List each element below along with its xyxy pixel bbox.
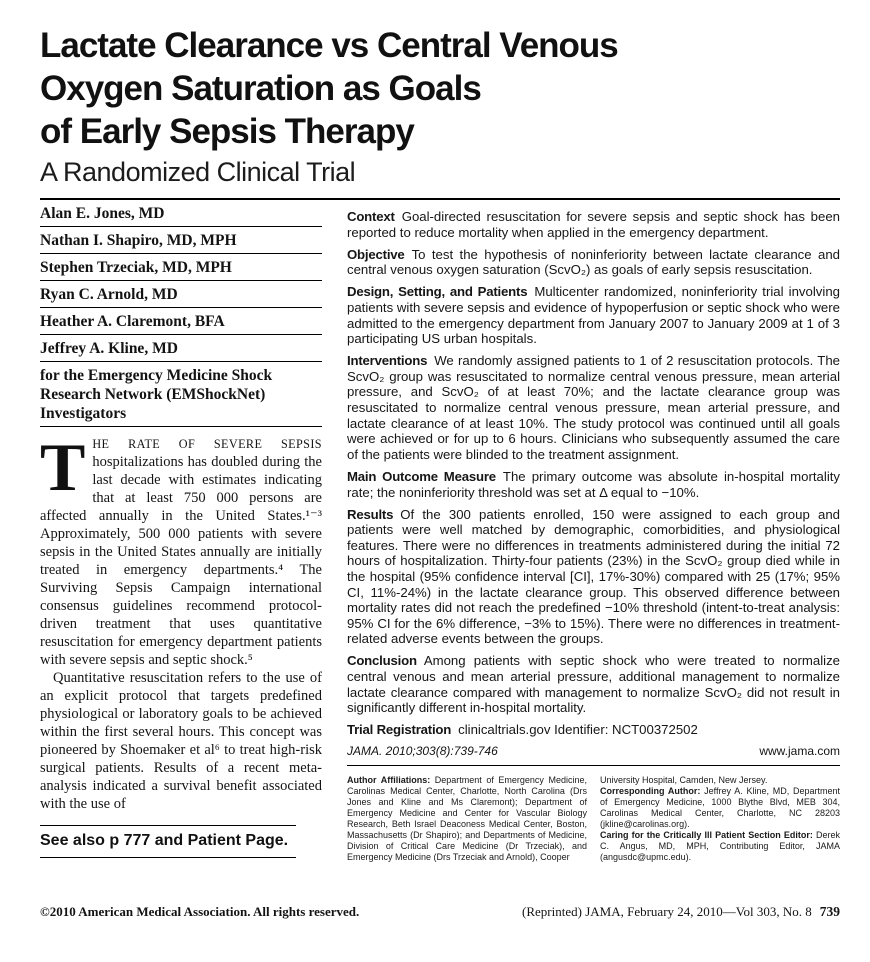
trial-registration-identifier: clinicaltrials.gov Identifier: NCT00372502: [458, 722, 698, 738]
abstract-label: Results: [347, 506, 394, 522]
abstract-label: Objective: [347, 246, 405, 262]
journal-website-link: www.jama.com: [759, 744, 840, 759]
journal-citation: JAMA. 2010;303(8):739-746: [347, 744, 498, 759]
corresponding-author: [600, 786, 840, 830]
page-subtitle: A Randomized Clinical Trial: [40, 157, 356, 187]
intro-paragraph-1: [40, 429, 322, 669]
abstract-label: Main Outcome Measure: [347, 468, 496, 484]
section-editor-text: Derek C. Angus, MD, MPH, Contributing Editor, JAMA (angusdc@upmc.edu).: [600, 830, 840, 863]
author-name: Ryan C. Arnold, MD: [40, 281, 322, 308]
see-also-box: See also p 777 and Patient Page.: [40, 825, 296, 858]
page-footer: [40, 904, 840, 920]
drop-cap: T: [40, 429, 86, 505]
affiliations-footnotes: [347, 775, 840, 863]
affiliations-column-2: [600, 775, 840, 863]
small-caps-lead: HE RATE OF SEVERE SEPSIS: [92, 437, 322, 451]
abstract-section-conclusion: [347, 653, 840, 715]
abstract-section-design: [347, 284, 840, 346]
affiliations-label: Author Affiliations:: [347, 775, 431, 786]
corresponding-author-text: Jeffrey A. Kline, MD, Department of Emergency Medicine, 1000 Blythe Blvd, MEB 304, Carolinas Medical Center, Charlotte, NC 28203 (jkline@carolinas.org).: [600, 786, 841, 830]
affiliations-text: Department of Emergency Medicine, Carolinas Medical Center, Charlotte, North Carolina (Drs Jones and Kline and Ms Claremont); Department of Emergency Medicine and Center for Vascular Biology Research, Beth Israel Deaconess Medical Center, Boston, Massachusetts (Dr Shapiro); and Departments of Medicine, Division of Critical Care Medicine (Dr Trzeciak), and Emergency Medicine (Drs Trzeciak and Arnold), Cooper: [347, 775, 587, 863]
abstract-label: Conclusion: [347, 653, 417, 669]
abstract-section-objective: [347, 247, 840, 278]
citation-row: [347, 744, 840, 766]
abstract-text: Multicenter randomized, noninferiority trial involving patients with severe sepsis and evidence of hypoperfusion or septic shock who were admitted to the emergency department from January 2007 to January 2009 at 1 of 3 participating US urban hospitals.: [347, 284, 840, 347]
introduction-text: [40, 429, 322, 813]
intro-paragraph-1-text: hospitalizations has doubled during the last decade with estimates indicating that at least 750 000 persons are affected annually in the United States.¹⁻³ Approximately, 500 000 patients with severe sepsis in the United States annually are initially treated in emergency departments.⁴ The Surviving Sepsis Campaign international consensus guidelines recommend protocol-driven treatment that uses quantitative resuscitation for emergency department patients with severe sepsis and septic shock.⁵: [40, 454, 322, 668]
intro-paragraph-2: Quantitative resuscitation refers to the use of an explicit protocol that targets predefined physiological or laboratory goals to be achieved within the first several hours. This concept was pioneered by Shoemaker et al⁶ to treat high-risk surgical patients. Results of a recent meta-analysis indicated a survival benefit associated with the use of: [40, 670, 322, 812]
abstract-label: Design, Setting, and Patients: [347, 284, 528, 300]
abstract-label: Trial Registration: [347, 722, 452, 738]
author-name: Jeffrey A. Kline, MD: [40, 335, 322, 362]
left-column: [40, 200, 322, 863]
page-title-line-3: of Early Sepsis Therapy: [40, 112, 414, 151]
abstract-section-interventions: [347, 353, 840, 462]
abstract-section-trial-registration: [347, 722, 840, 738]
reprint-info: [522, 904, 840, 920]
affiliations-column-1: [347, 775, 587, 863]
abstract-section-context: [347, 209, 840, 240]
masthead: [40, 24, 840, 189]
two-column-layout: [40, 200, 840, 863]
section-editor-label: Caring for the Critically Ill Patient Section Editor:: [600, 830, 813, 841]
page-number: 739: [819, 904, 840, 919]
affiliations-continuation: University Hospital, Camden, New Jersey.: [600, 775, 768, 786]
author-affiliations: [347, 775, 587, 863]
section-editor: [600, 830, 840, 863]
right-column: [347, 200, 840, 863]
abstract-text: To test the hypothesis of noninferiority between lactate clearance and central venous oxygen saturation (ScvO₂) as goals of early sepsis resuscitation.: [347, 246, 840, 278]
page-title-line-1: Lactate Clearance vs Central Venous: [40, 26, 618, 65]
reprint-text: (Reprinted) JAMA, February 24, 2010—Vol 303, No. 8: [522, 904, 812, 919]
abstract-text: Goal-directed resuscitation for severe sepsis and septic shock has been reported to reduce mortality when applied in the emergency department.: [347, 209, 840, 240]
abstract-text: Of the 300 patients enrolled, 150 were assigned to each group and patients were well matched by demographic, comorbidities, and physiological features. There were no differences in treatments administered during the initial 72 hours of hospitalization. Thirty-four patients (23%) in the ScvO₂ group died while in the hospital (95% confidence interval [CI], 17%-30%) compared with 25 (17%; 95% CI, 11%-24%) in the lactate clearance group. This observed difference between mortality rates did not reach the predefined −10% threshold (intent-to-treat analysis: 95% CI for the 6% difference, −3% to 15%). There were no differences in treatment-related adverse events between the groups.: [347, 506, 840, 647]
page-title-line-2: Oxygen Saturation as Goals: [40, 69, 481, 108]
author-group-attribution: for the Emergency Medicine Shock Research Network (EMShockNet) Investigators: [40, 362, 322, 427]
abstract-section-main-outcome: [347, 469, 840, 500]
author-name: Nathan I. Shapiro, MD, MPH: [40, 227, 322, 254]
structured-abstract: [347, 200, 840, 738]
author-name: Heather A. Claremont, BFA: [40, 308, 322, 335]
author-name: Stephen Trzeciak, MD, MPH: [40, 254, 322, 281]
abstract-text: We randomly assigned patients to 1 of 2 resuscitation protocols. The ScvO₂ group was resuscitated to normalize central venous pressure, mean arterial pressure, and ScvO₂ of at least 70%; and the lactate clearance group was resuscitated to normalize central venous pressure, mean arterial pressure, and lactate clearance of at least 10%. The study protocol was continued until all goals were achieved or for up to 6 hours. Clinicians who subsequently assumed the care of the patients were blinded to the treatment assignment.: [347, 353, 840, 462]
author-name: Alan E. Jones, MD: [40, 200, 322, 227]
abstract-label: Interventions: [347, 353, 428, 369]
abstract-section-results: [347, 507, 840, 647]
abstract-text: The primary outcome was absolute in-hospital mortality rate; the noninferiority threshold was set at Δ equal to −10%.: [347, 468, 841, 500]
authors-list: [40, 200, 322, 427]
abstract-label: Context: [347, 209, 395, 224]
corresponding-author-label: Corresponding Author:: [600, 786, 701, 797]
abstract-text: Among patients with septic shock who were treated to normalize central venous and mean arterial pressure, additional management to normalize lactate clearance compared with management to normalize ScvO₂ did not result in significantly different in-hospital mortality.: [347, 653, 840, 716]
copyright-notice: ©2010 American Medical Association. All rights reserved.: [40, 904, 360, 919]
